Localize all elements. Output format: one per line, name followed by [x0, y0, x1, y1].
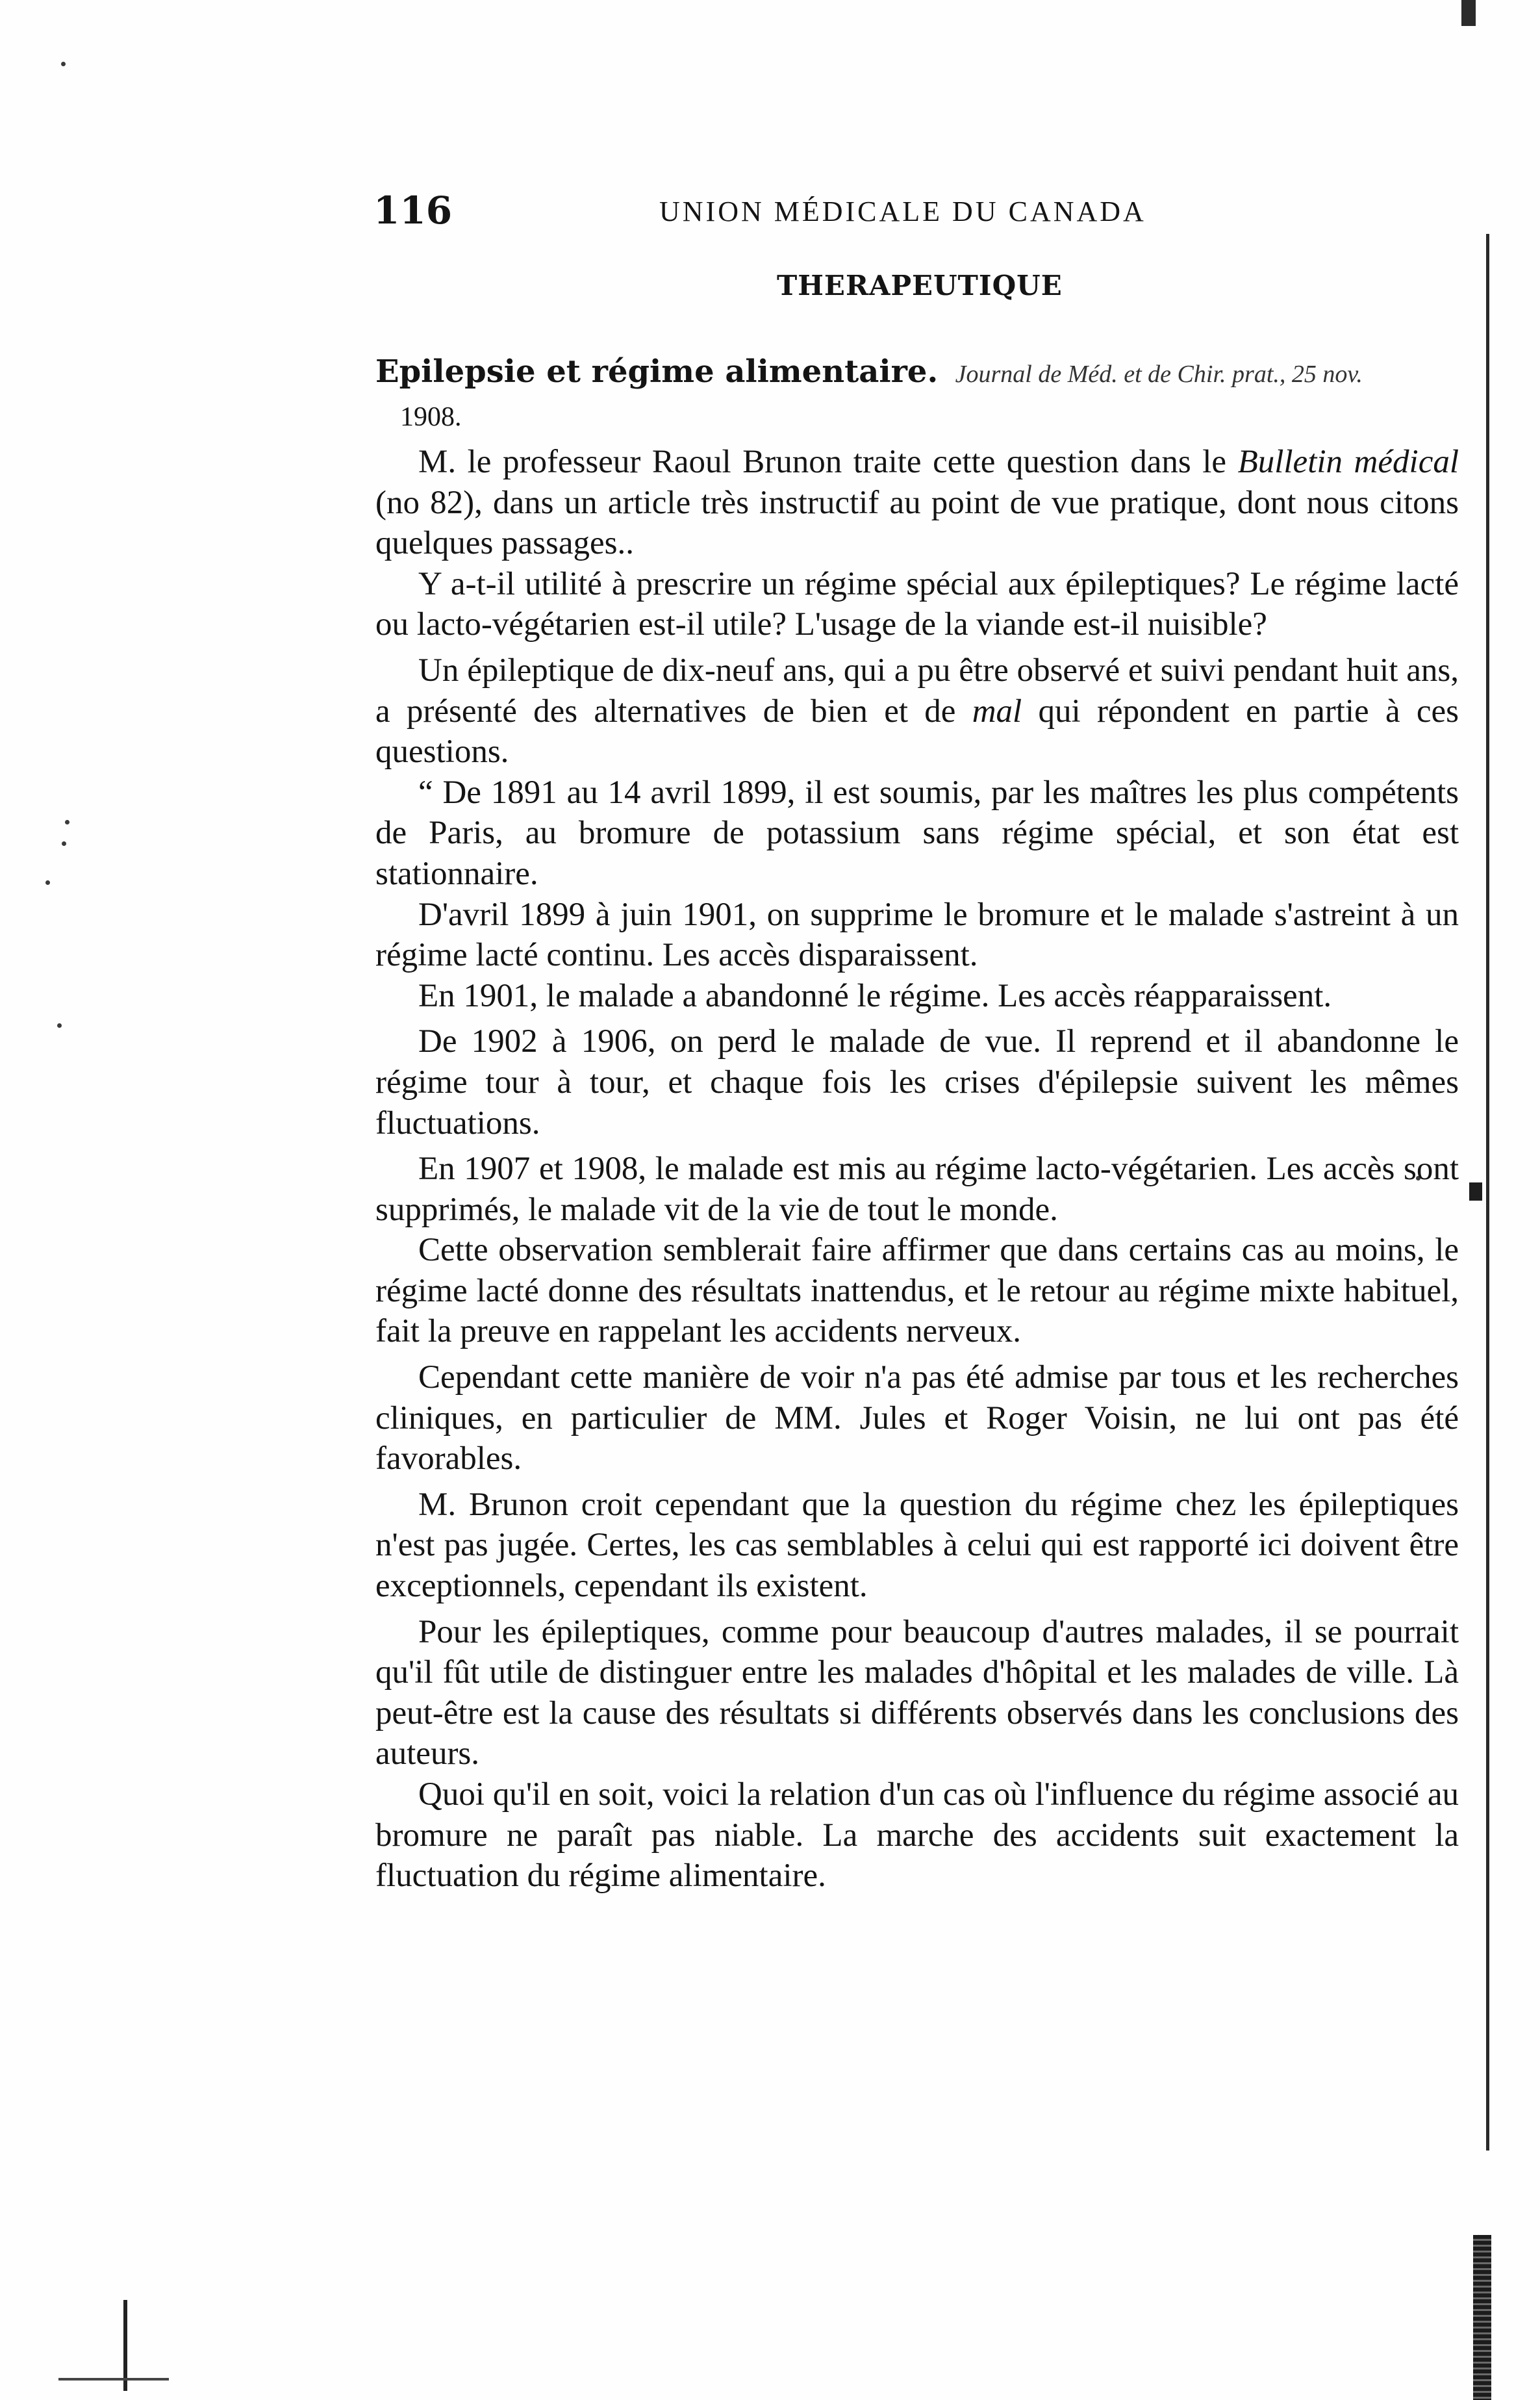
- article-title: Epilepsie et régime alimentaire.: [375, 353, 939, 390]
- page-number: 116: [373, 188, 453, 233]
- paragraph-text: M. le professeur Raoul Brunon traite cette question dans le: [418, 444, 1238, 480]
- scan-corner-horizontal-line: [58, 2378, 169, 2381]
- running-header: [373, 188, 1491, 240]
- section-title: THERAPEUTIQUE: [777, 270, 1063, 301]
- paragraph: “ De 1891 au 14 avril 1899, il est soumis, par les maîtres les plus compétents de Paris, au bromure de potassium sans régime spécial, et son état est stationnaire.: [375, 774, 1459, 892]
- paragraph: En 1901, le malade a abandonné le régime. Les accès réapparaissent.: [418, 977, 1332, 1014]
- scan-edge-artifact-top: [1461, 0, 1476, 26]
- article-body: [375, 442, 1459, 1896]
- paragraph-text: Un épileptique de dix-neuf ans, qui a pu être observé et suivi pendant huit ans, a présenté des alternatives de bien et de: [375, 652, 1459, 730]
- paragraph: Cette observation semblerait faire affirmer que dans certains cas au moins, le régime lacté donne des résultats inattendus, et le retour au régime mixte habituel, fait la preuve en rappelant les accidents nerveux.: [375, 1232, 1459, 1350]
- article-source: Journal de Méd. et de Chir. prat., 25 nov.: [955, 361, 1363, 388]
- paragraph: D'avril 1899 à juin 1901, on supprime le bromure et le malade s'astreint à un régime lacté continu. Les accès disparaissent.: [375, 896, 1459, 974]
- scan-edge-rule: [1486, 234, 1489, 2151]
- scan-speck: [65, 820, 69, 824]
- scan-speck: [45, 880, 50, 885]
- scan-speck: [61, 62, 66, 66]
- scan-corner-mark: [58, 2300, 169, 2391]
- paragraph: [375, 650, 1459, 772]
- paragraph: Cependant cette manière de voir n'a pas été admise par tous et les recherches cliniques, en particulier de MM. Jules et Roger Voisin, ne lui ont pas été favorables.: [375, 1359, 1459, 1477]
- paragraph-text: qui répondent en partie à ces questions.: [375, 693, 1459, 771]
- scan-speck: [57, 1023, 62, 1028]
- paragraph: [375, 442, 1459, 564]
- paragraph: Quoi qu'il en soit, voici la relation d'un cas où l'influence du régime associé au bromure ne paraît pas niable. La marche des accidents suit exactement la fluctuation du régime alimentaire.: [375, 1776, 1459, 1895]
- paragraph-italic-text: mal: [972, 693, 1022, 730]
- scan-corner-vertical-line: [123, 2300, 127, 2391]
- article-year: 1908.: [400, 402, 462, 432]
- paragraph: Y a-t-il utilité à prescrire un régime spécial aux épileptiques? Le régime lacté ou lacto-végétarien est-il utile? L'usage de la viande est-il nuisible?: [375, 565, 1459, 643]
- paragraph-text: (no 82), dans un article très instructif au point de vue pratique, dont nous citons quelques passages..: [375, 484, 1459, 562]
- paragraph: De 1902 à 1906, on perd le malade de vue. Il reprend et il abandonne le régime tour à tour, et chaque fois les crises d'épilepsie suivent les mêmes fluctuations.: [375, 1023, 1459, 1142]
- paragraph-italic-text: Bulletin médical: [1237, 444, 1459, 480]
- scan-edge-artifact-bottom: [1473, 2235, 1491, 2400]
- journal-name: UNION MÉDICALE DU CANADA: [659, 196, 1146, 227]
- paragraph: En 1907 et 1908, le malade est mis au régime lacto-végétarien. Les accès sont supprimés, le malade vit de la vie de tout le monde.: [375, 1151, 1459, 1228]
- article-heading: [375, 350, 1467, 439]
- paragraph: M. Brunon croit cependant que la question du régime chez les épileptiques n'est pas jugée. Certes, les cas semblables à celui qui est rapporté ici doivent être exceptionnels, cependant ils existent.: [375, 1486, 1459, 1605]
- paragraph: Pour les épileptiques, comme pour beaucoup d'autres malades, il se pourrait qu'il fût utile de distinguer entre les malades d'hôpital et les malades de ville. Là peut-être est la cause des résultats si différents observés dans les conclusions des auteurs.: [375, 1613, 1459, 1772]
- scan-speck: [62, 841, 66, 846]
- scan-edge-marker: [1469, 1182, 1482, 1201]
